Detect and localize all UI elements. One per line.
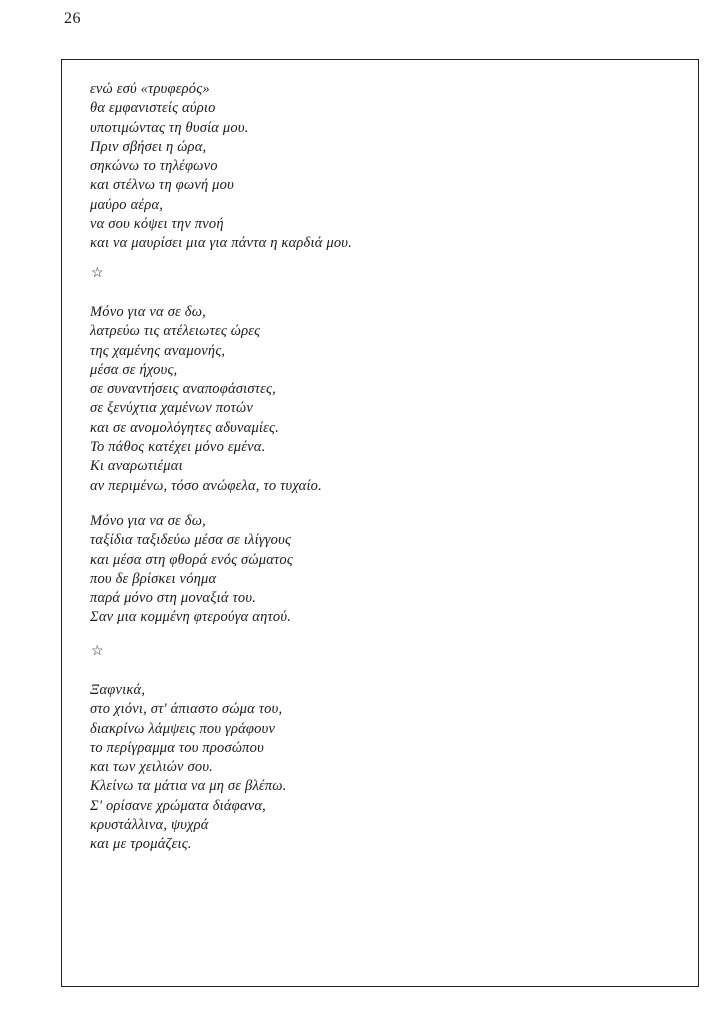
stanza-2 [90, 303, 322, 496]
stanza-4 [90, 681, 287, 855]
poem-line: παρά μόνο στη μοναξιά του. [90, 590, 257, 607]
poem-line: Κλείνω τα μάτια να μη σε βλέπω. [90, 778, 287, 795]
stanza-1 [90, 80, 352, 254]
poem-line: υποτιμώντας τη θυσία μου. [90, 119, 249, 136]
star-separator-icon: ☆ [91, 265, 104, 281]
poem-line: λατρεύω τις ατέλειωτες ώρες [90, 323, 261, 340]
poem-line: σε ξενύχτια χαμένων ποτών [90, 400, 254, 417]
poem-line: σε συναντήσεις αναποφάσιστες, [90, 381, 276, 398]
poem-line: που δε βρίσκει νόημα [90, 570, 217, 587]
poem-line: ενώ εσύ «τρυφερός» [90, 81, 210, 97]
poem-line: Ξαφνικά, [90, 682, 146, 698]
poem-line: και να μαυρίσει μια για πάντα η καρδιά μου. [90, 235, 352, 252]
poem-line: της χαμένης αναμονής, [90, 342, 226, 359]
star-separator-icon: ☆ [91, 643, 104, 659]
poem-line: και των χειλιών σου. [90, 759, 214, 776]
poem-line: και με τρομάζεις. [90, 836, 192, 853]
poem-line: ταξίδια ταξιδεύω μέσα σε ιλίγγους [90, 532, 292, 549]
poem-line: να σου κόψει την πνοή [90, 216, 224, 233]
poem-line: Σαν μια κομμένη φτερούγα αητού. [90, 609, 292, 626]
poem-line: μέσα σε ήχους, [90, 361, 178, 378]
poem-line: θα εμφανιστείς αύριο [90, 100, 216, 117]
poem-line: κρυστάλλινα, ψυχρά [90, 817, 209, 834]
page-number: 26 [64, 10, 81, 27]
poem-line: στο χιόνι, στ' άπιαστο σώμα του, [90, 701, 283, 718]
poem-line: Πριν σβήσει η ώρα, [90, 138, 207, 155]
poem-line: Μόνο για να σε δω, [90, 513, 206, 529]
poem-line: και σε ανομολόγητες αδυναμίες. [90, 419, 279, 436]
poem-line: και στέλνω τη φωνή μου [90, 177, 234, 194]
poem-line: Σ' ορίσανε χρώματα διάφανα, [90, 797, 266, 814]
poem-line: και μέσα στη φθορά ενός σώματος [90, 551, 293, 568]
poem-line: Κι αναρωτιέμαι [90, 458, 183, 475]
poem-line: Μόνο για να σε δω, [90, 304, 206, 320]
poem-line: σηκώνω το τηλέφωνο [90, 158, 218, 175]
poem-line: διακρίνω λάμψεις που γράφουν [90, 720, 276, 737]
poem-line: αν περιμένω, τόσο ανώφελα, το τυχαίο. [90, 477, 322, 494]
poem-line: το περίγραμμα του προσώπου [90, 739, 264, 756]
poem-line: μαύρο αέρα, [90, 196, 164, 213]
poem-line: Το πάθος κατέχει μόνο εμένα. [90, 439, 266, 456]
stanza-3 [90, 512, 293, 628]
